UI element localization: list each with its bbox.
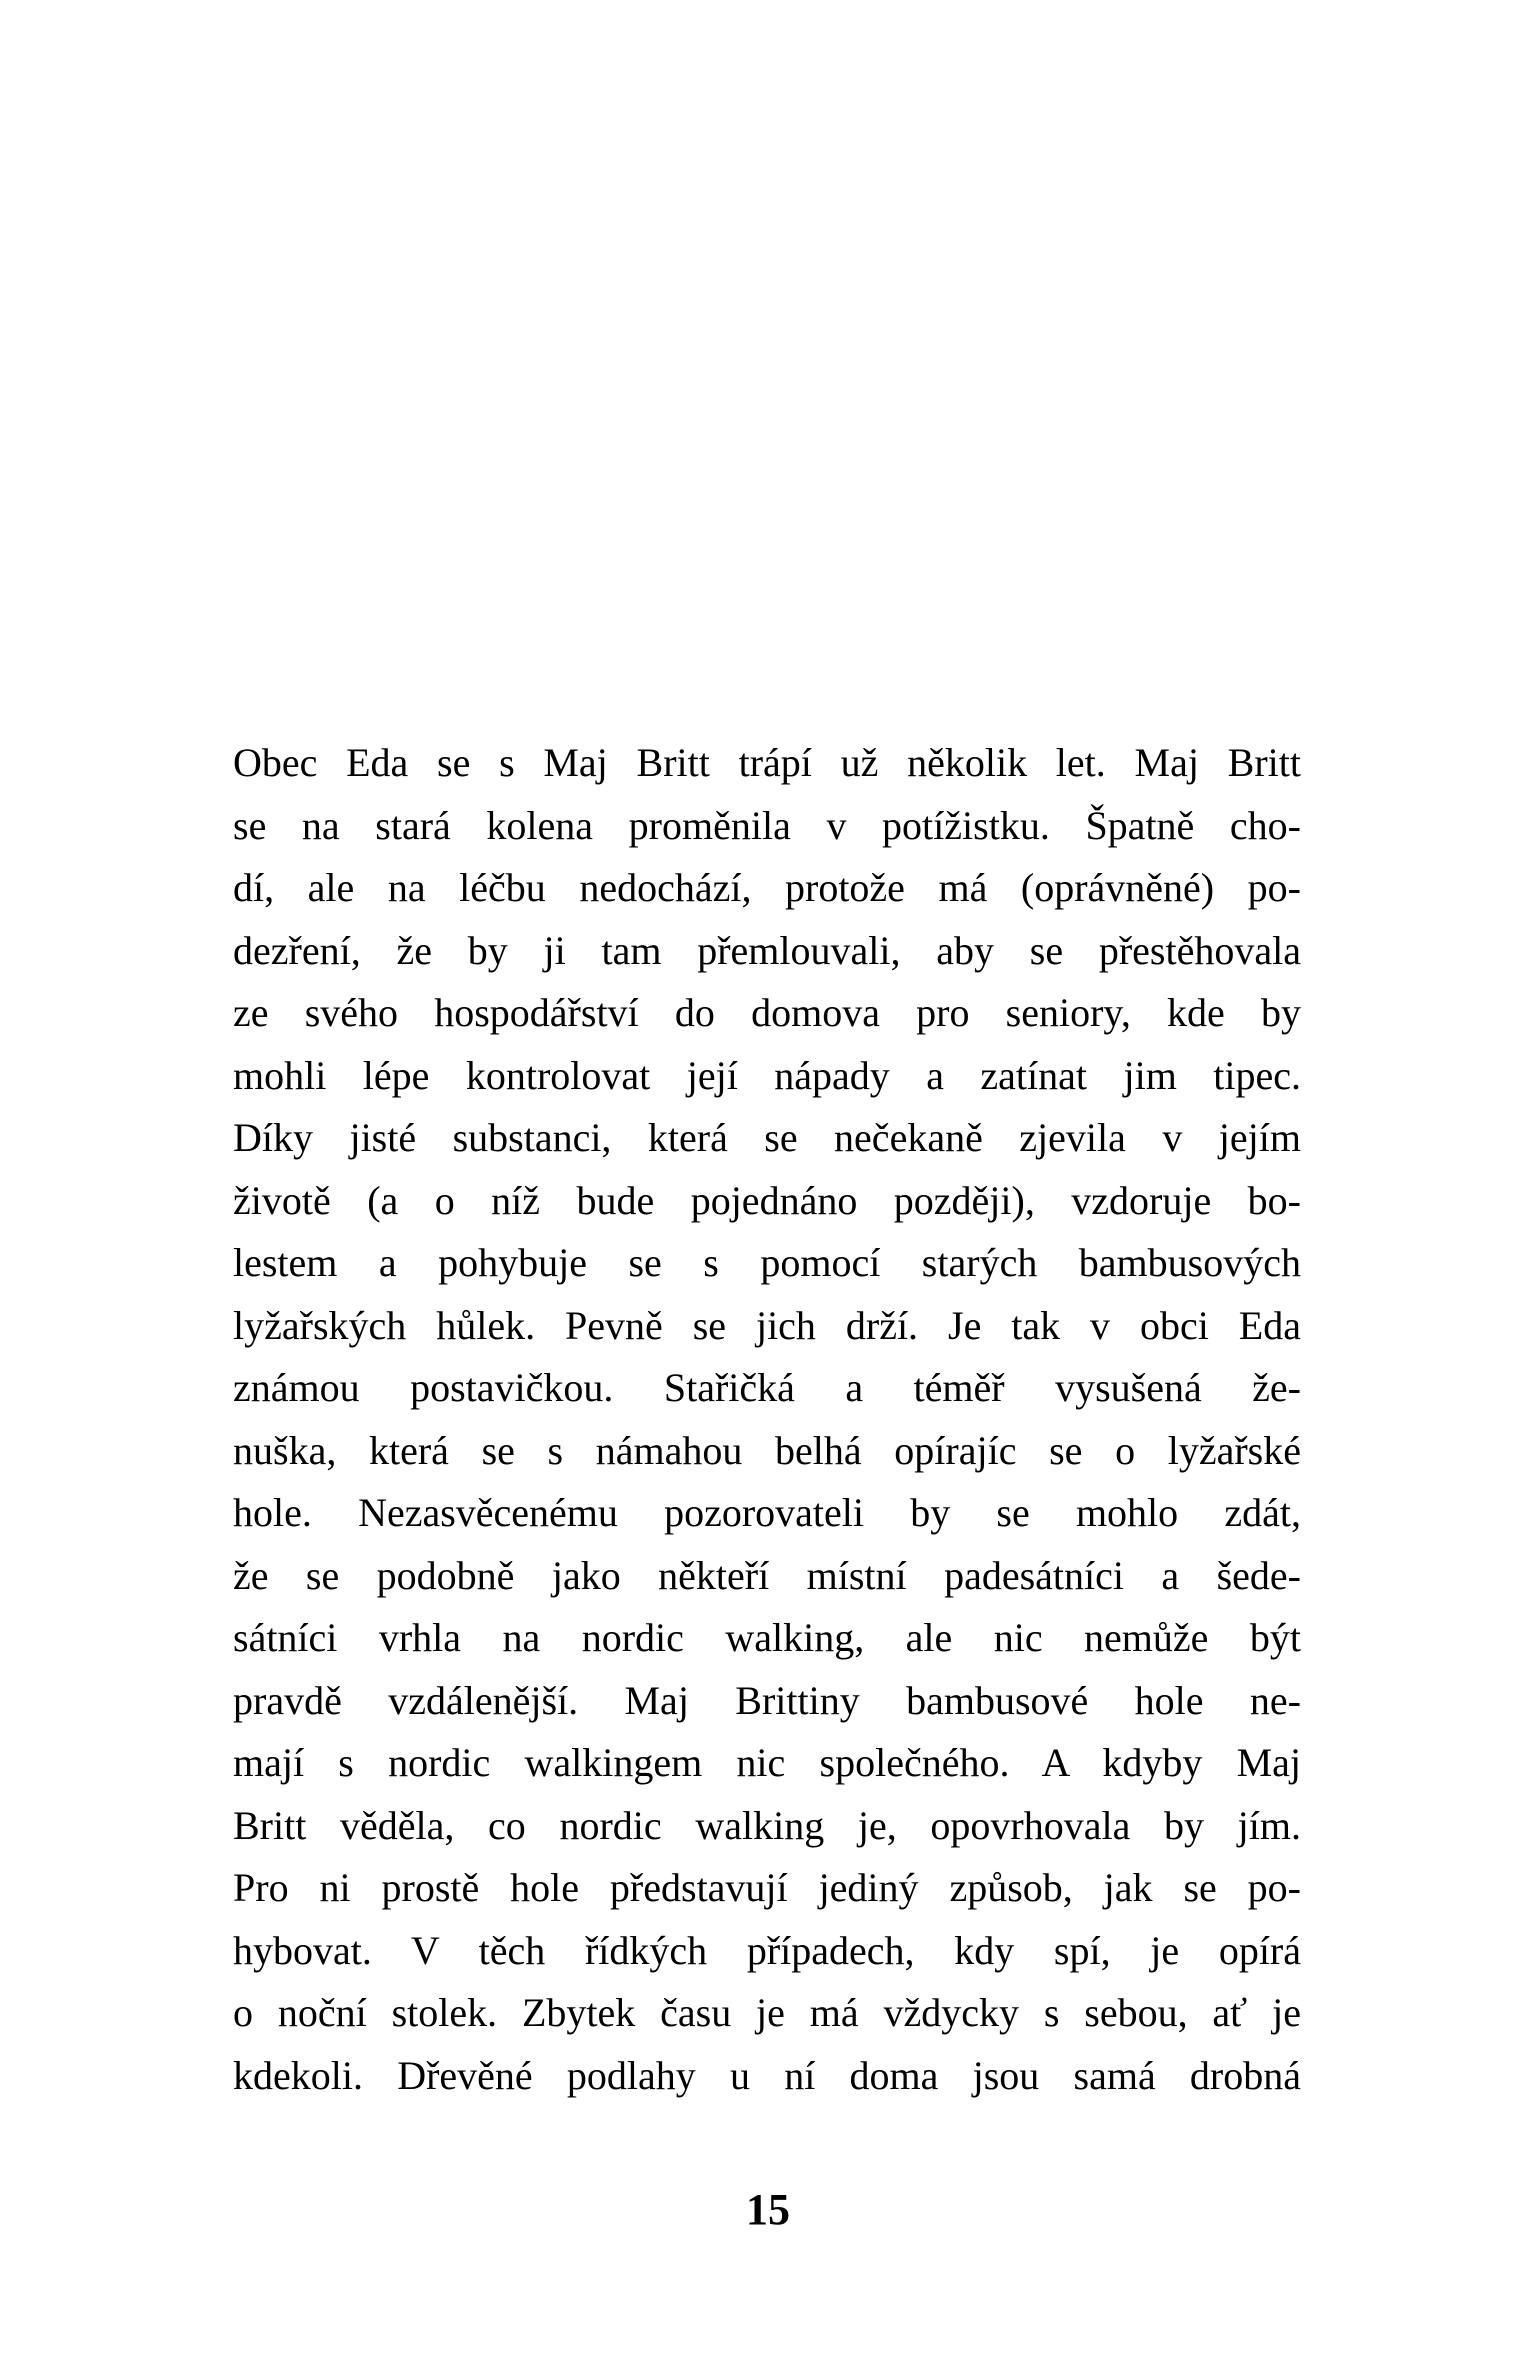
body-text <box>233 732 1301 2107</box>
text-line: Pro ni prostě hole představují jediný způsob, jak se po- <box>233 1865 1301 1910</box>
text-line: o noční stolek. Zbytek času je má vždycky s sebou, ať je <box>233 1990 1301 2035</box>
text-line: pravdě vzdálenější. Maj Brittiny bambusové hole ne- <box>233 1677 1301 1723</box>
text-line: Britt věděla, co nordic walking je, opovrhovala by jím. <box>233 1802 1301 1848</box>
text-line: lyžařských hůlek. Pevně se jich drží. Je tak v obci Eda <box>233 1302 1301 1348</box>
text-line: lestem a pohybuje se s pomocí starých bambusových <box>233 1240 1301 1285</box>
text-line: mohli lépe kontrolovat její nápady a zatínat jim tipec. <box>233 1052 1301 1098</box>
text-line: sátníci vrhla na nordic walking, ale nic nemůže být <box>233 1615 1301 1660</box>
page-number: 15 <box>746 2185 790 2234</box>
text-line: hybovat. V těch řídkých případech, kdy spí, je opírá <box>233 1927 1301 1973</box>
text-line: ze svého hospodářství do domova pro seniory, kde by <box>233 990 1301 1035</box>
text-line: mají s nordic walkingem nic společného. A kdyby Maj <box>233 1740 1301 1785</box>
text-line: dezření, že by ji tam přemlouvali, aby se přestěhovala <box>233 927 1301 973</box>
text-line: životě (a o níž bude pojednáno později), vzdoruje bo- <box>233 1177 1301 1223</box>
text-line: Díky jisté substanci, která se nečekaně zjevila v jejím <box>233 1115 1301 1160</box>
text-line: nuška, která se s námahou belhá opírajíc se o lyžařské <box>233 1427 1301 1473</box>
text-line: že se podobně jako někteří místní padesátníci a šede- <box>233 1552 1301 1598</box>
text-line: známou postavičkou. Stařičká a téměř vysušená že- <box>233 1365 1301 1410</box>
text-line: kdekoli. Dřevěné podlahy u ní doma jsou samá drobná <box>233 2052 1301 2098</box>
text-line: se na stará kolena proměnila v potížistku. Špatně cho- <box>233 802 1301 848</box>
text-line: dí, ale na léčbu nedochází, protože má (oprávněné) po- <box>233 865 1301 910</box>
text-line: Obec Eda se s Maj Britt trápí už několik let. Maj Britt <box>233 740 1301 785</box>
text-line: hole. Nezasvěcenému pozorovateli by se mohlo zdát, <box>233 1490 1301 1535</box>
